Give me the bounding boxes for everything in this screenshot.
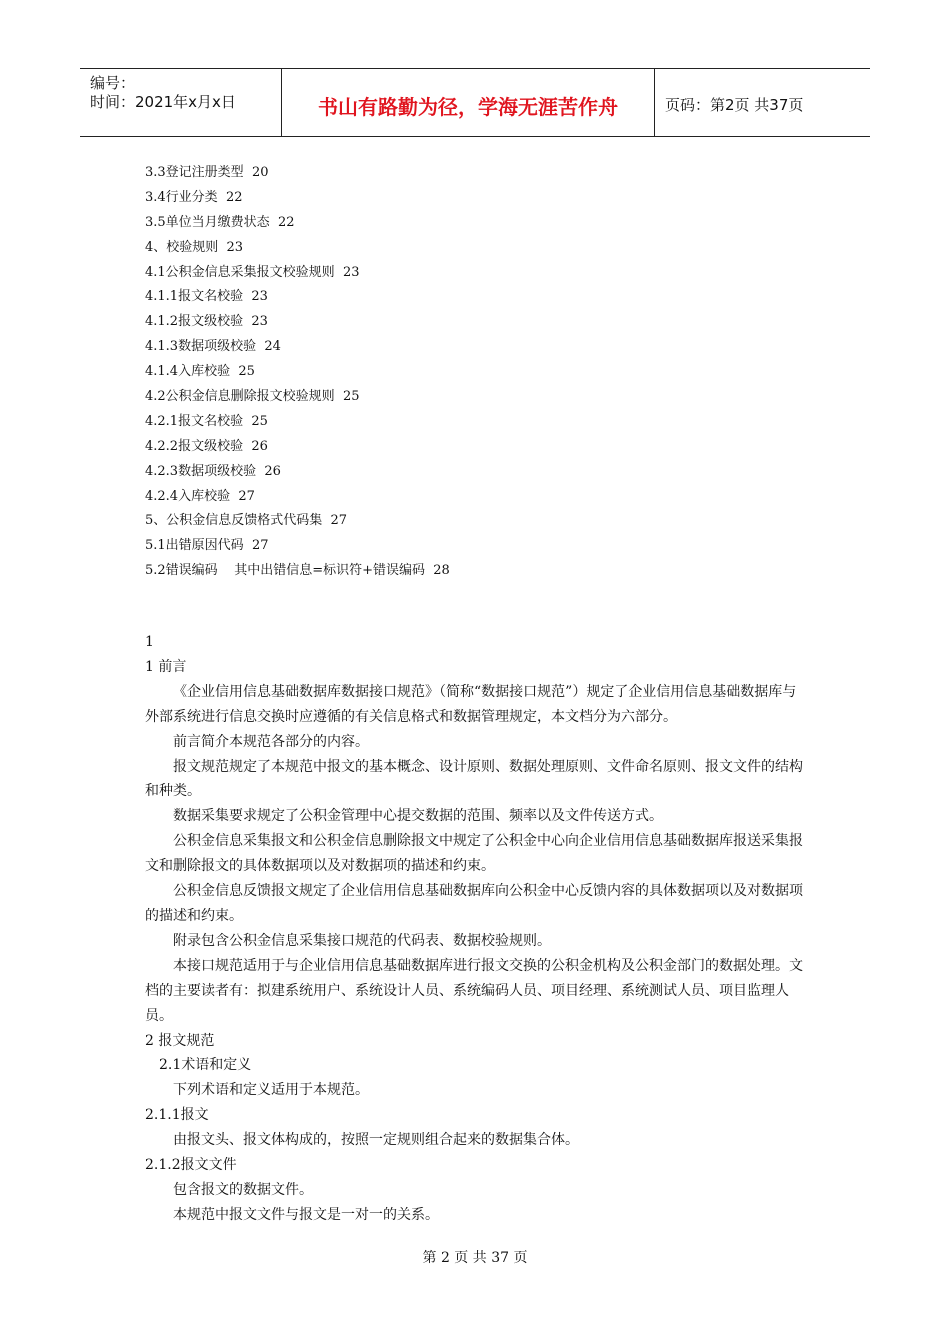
- subsection-heading: 2.1术语和定义: [159, 1057, 252, 1074]
- paragraph: 本规范中报文文件与报文是一对一的关系。: [173, 1206, 439, 1223]
- paragraph: 公积金信息反馈报文规定了企业信用信息基础数据库向公积金中心反馈内容的具体数据项以及对数据项的描述和约束。: [145, 883, 803, 924]
- section-heading: 1 前言: [145, 658, 187, 675]
- toc-item[interactable]: 5、公积金信息反馈格式代码集 27: [145, 513, 348, 529]
- page-label: 页码：第2页 共37页: [665, 96, 804, 114]
- toc-item[interactable]: 4.1.2报文级校验 23: [145, 314, 268, 330]
- paragraph: 公积金信息采集报文和公积金信息删除报文中规定了公积金中心向企业信用信息基础数据库报送采集报文和删除报文的具体数据项以及对数据项的描述和约束。: [145, 833, 803, 875]
- header-page-cell: [655, 69, 870, 136]
- page-header: [80, 68, 870, 137]
- toc-item[interactable]: 4.2.1报文名校验 25: [145, 413, 268, 429]
- toc-item[interactable]: 4.1公积金信息采集报文校验规则 23: [145, 264, 360, 280]
- table-of-contents: [145, 161, 450, 584]
- subsection-heading: 2.1.1报文: [145, 1107, 209, 1124]
- toc-item[interactable]: 4.2.4入库校验 27: [145, 488, 255, 504]
- number-label: 编号：: [90, 74, 136, 92]
- paragraph: 下列术语和定义适用于本规范。: [173, 1082, 369, 1099]
- toc-item[interactable]: 3.4行业分类 22: [145, 189, 243, 205]
- page-footer: 第 2 页 共 37 页: [422, 1250, 528, 1266]
- paragraph: 由报文头、报文体构成的，按照一定规则组合起来的数据集合体。: [173, 1132, 579, 1149]
- toc-item[interactable]: 4.1.4入库校验 25: [145, 364, 255, 380]
- toc-item[interactable]: 3.3登记注册类型 20: [145, 165, 269, 180]
- paragraph: 报文规范规定了本规范中报文的基本概念、设计原则、数据处理原则、文件命名原则、报文文件的结构和种类。: [145, 758, 803, 800]
- time-label: 时间：2021年x月x日: [90, 93, 236, 111]
- toc-item[interactable]: 3.5单位当月缴费状态 22: [145, 214, 295, 230]
- paragraph: 前言简介本规范各部分的内容。: [173, 733, 369, 750]
- motto-text: 书山有路勤为径，学海无涯苦作舟: [318, 95, 618, 119]
- toc-item[interactable]: 4、校验规则 23: [145, 239, 244, 255]
- toc-item[interactable]: 5.1出错原因代码 27: [145, 538, 269, 554]
- paragraph: 包含报文的数据文件。: [173, 1181, 313, 1198]
- header-meta-cell: [80, 69, 282, 136]
- paragraph: 《企业信用信息基础数据库数据接口规范》（简称“数据接口规范”）规定了企业信用信息基础数据库与外部系统进行信息交换时应遵循的有关信息格式和数据管理规定，本文档分为六部分。: [145, 683, 797, 725]
- subsection-heading: 2.1.2报文文件: [145, 1157, 237, 1174]
- toc-item[interactable]: 4.2.2报文级校验 26: [145, 438, 268, 454]
- paragraph: 本接口规范适用于与企业信用信息基础数据库进行报文交换的公积金机构及公积金部门的数据处理。文档的主要读者有：拟建系统用户、系统设计人员、系统编码人员、项目经理、系统测试人员、项目监理人员。: [145, 957, 803, 1024]
- toc-item[interactable]: 5.2错误编码 其中出错信息=标识符+错误编码 28: [145, 563, 450, 579]
- header-motto-cell: [282, 69, 655, 136]
- page-number-marker: 1: [145, 634, 154, 650]
- toc-item[interactable]: 4.2公积金信息删除报文校验规则 25: [145, 389, 360, 405]
- toc-item[interactable]: 4.1.1报文名校验 23: [145, 289, 268, 305]
- document-body: [145, 630, 810, 1228]
- toc-item[interactable]: 4.1.3数据项级校验 24: [145, 339, 281, 355]
- toc-item[interactable]: 4.2.3数据项级校验 26: [145, 463, 281, 479]
- section-heading: 2 报文规范: [145, 1032, 215, 1049]
- paragraph: 数据采集要求规定了公积金管理中心提交数据的范围、频率以及文件传送方式。: [173, 808, 663, 825]
- paragraph: 附录包含公积金信息采集接口规范的代码表、数据校验规则。: [173, 932, 551, 949]
